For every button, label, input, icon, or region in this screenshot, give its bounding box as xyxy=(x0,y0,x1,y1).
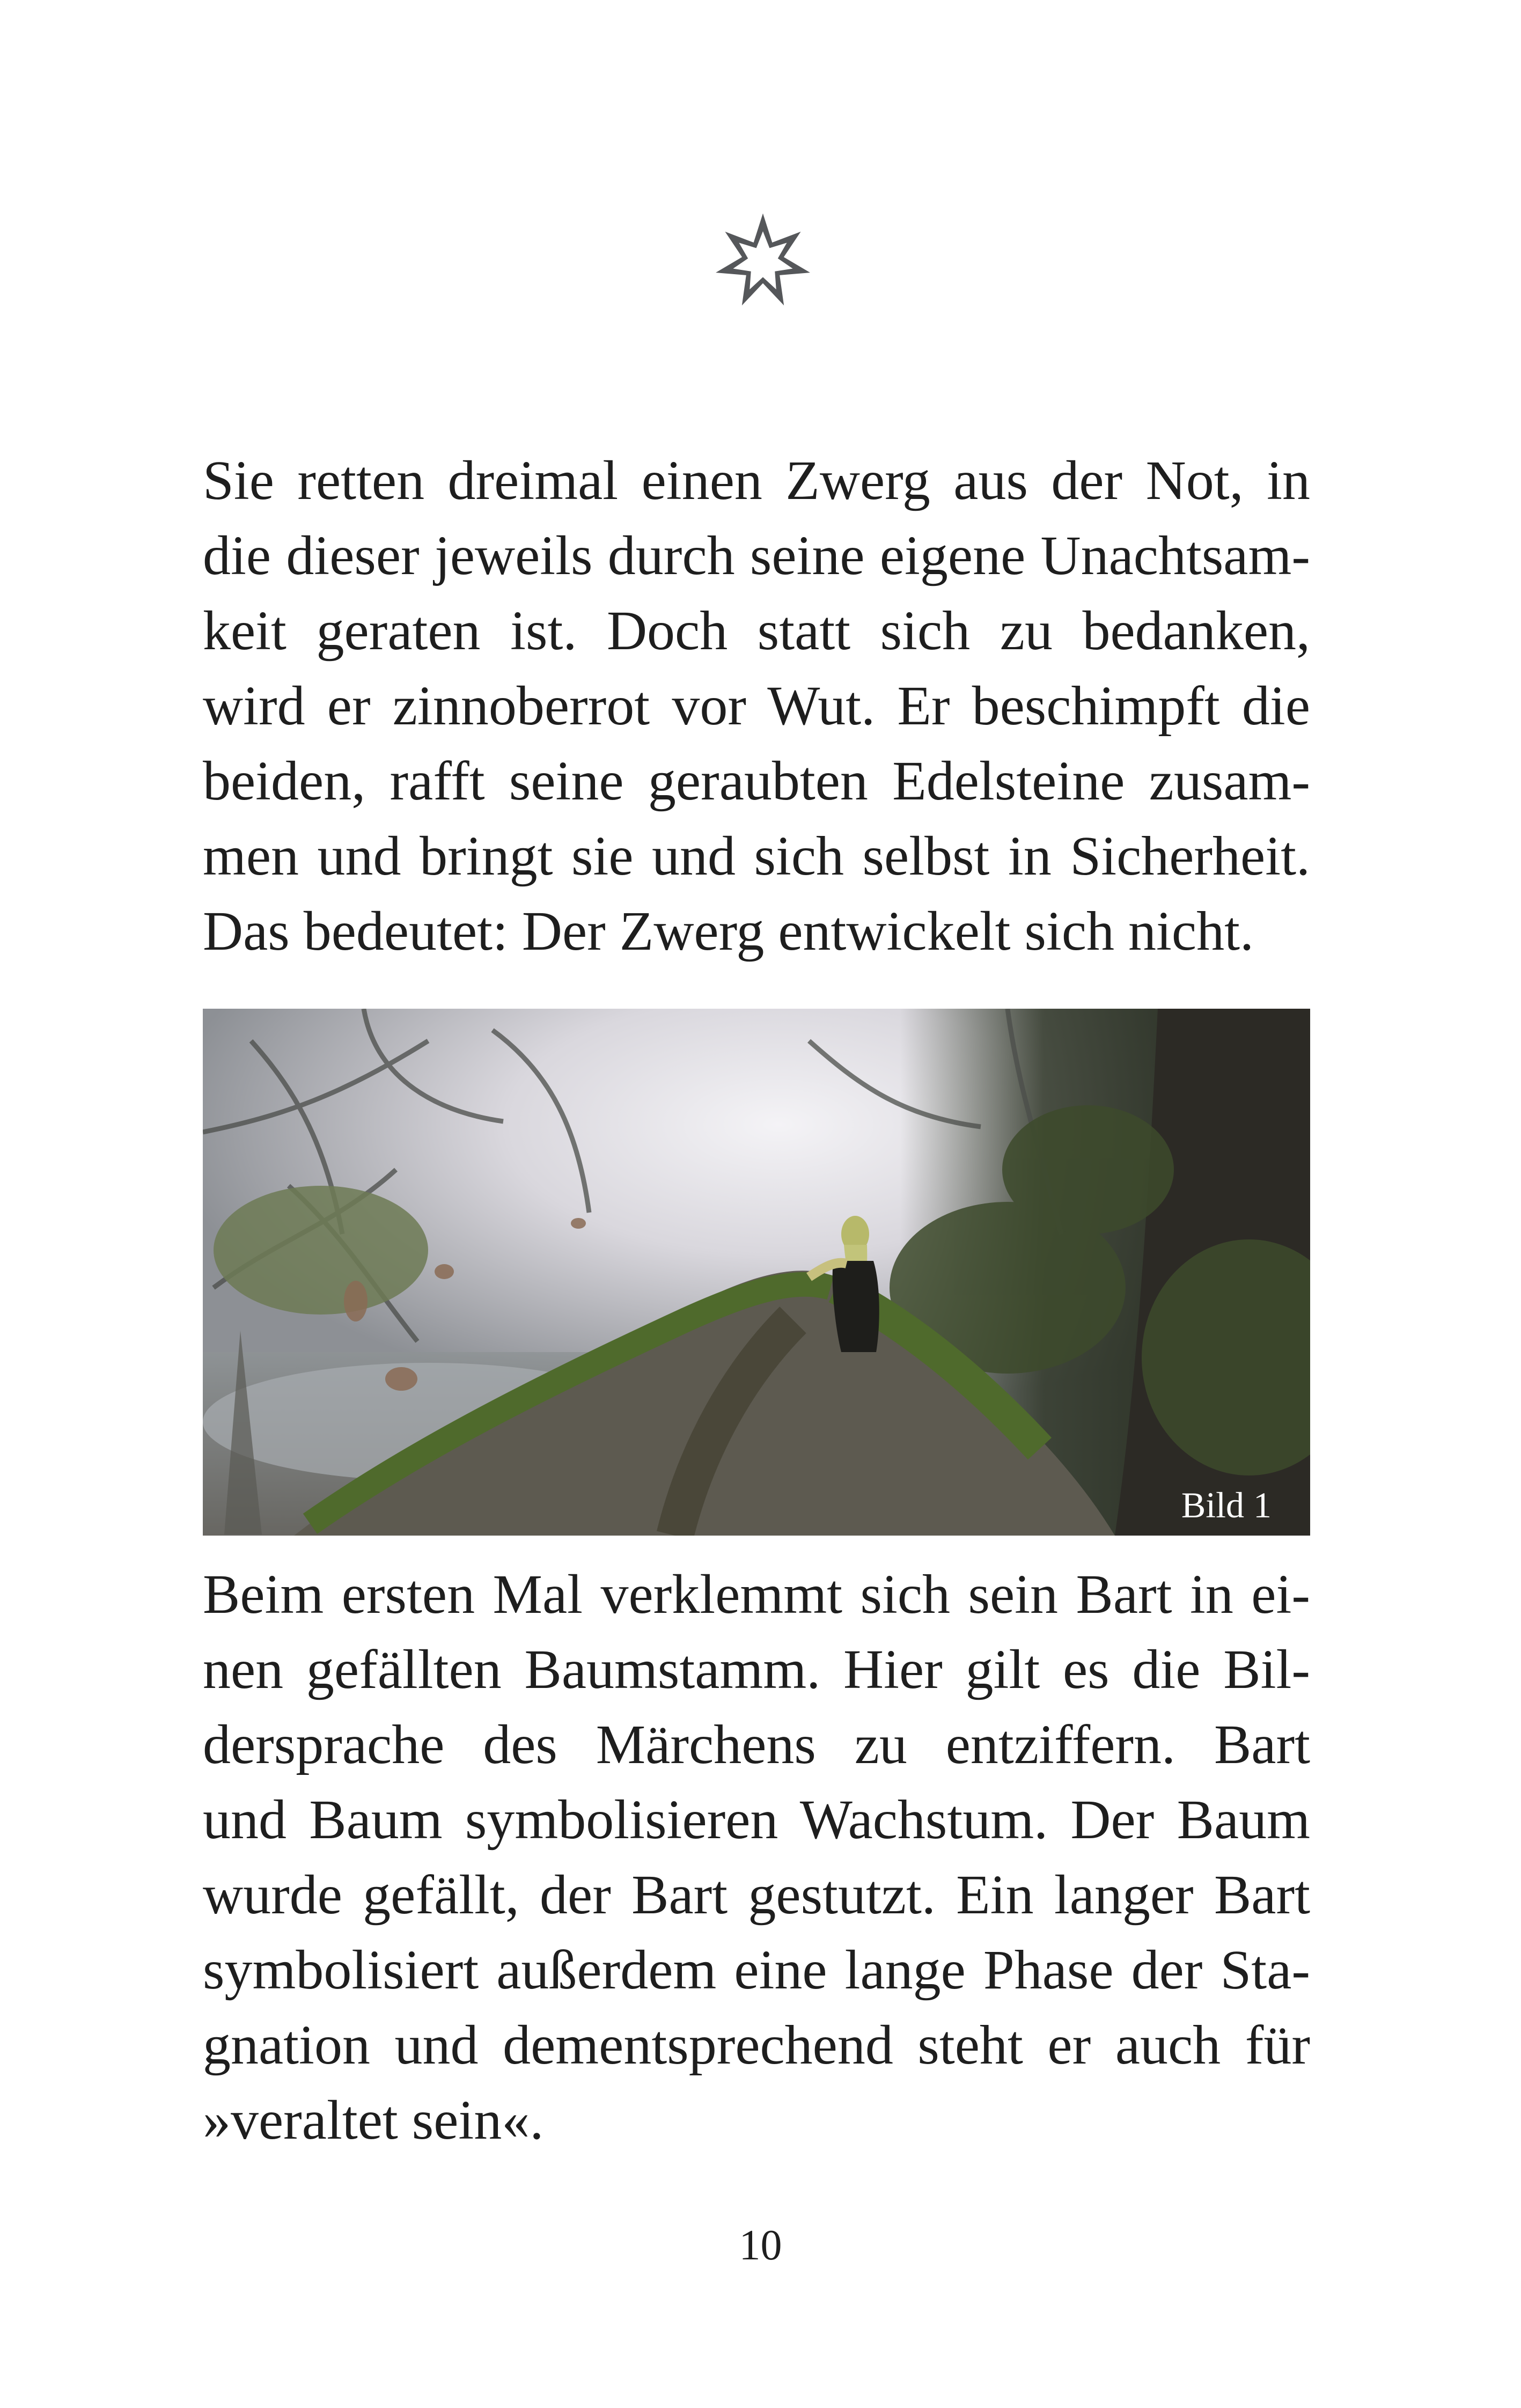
text-line: gnation und dementsprechend steht er auch für xyxy=(203,2014,1310,2076)
photo-caption: Bild 1 xyxy=(1181,1485,1272,1525)
text-line: »veraltet sein«. xyxy=(203,2089,544,2151)
star-ornament-icon xyxy=(712,211,814,313)
text-line: keit geraten ist. Doch statt sich zu bedanken, xyxy=(203,600,1310,662)
paragraph-explanation xyxy=(203,1557,1310,2158)
text-line: die dieser jeweils durch seine eigene Unachtsam- xyxy=(203,525,1310,586)
text-line: Das bedeutet: Der Zwerg entwickelt sich nicht. xyxy=(203,900,1254,962)
text-line: wird er zinnoberrot vor Wut. Er beschimpft die xyxy=(203,675,1310,737)
text-line: symbolisiert außerdem eine lange Phase der Sta- xyxy=(203,1939,1310,2001)
text-line: Beim ersten Mal verklemmt sich sein Bart in ei- xyxy=(203,1563,1310,1625)
text-line: Sie retten dreimal einen Zwerg aus der Not, in xyxy=(203,450,1310,511)
forest-photo xyxy=(203,1009,1310,1536)
text-line: dersprache des Märchens zu entziffern. Bart xyxy=(203,1714,1310,1775)
text-line: men und bringt sie und sich selbst in Sicherheit. xyxy=(203,825,1310,887)
paragraph-intro xyxy=(203,443,1310,969)
text-line: beiden, rafft seine geraubten Edelsteine zusam- xyxy=(203,750,1310,812)
text-line: nen gefällten Baumstamm. Hier gilt es die Bil- xyxy=(203,1639,1310,1700)
text-line: und Baum symbolisieren Wachstum. Der Baum xyxy=(203,1789,1310,1851)
page-number: 10 xyxy=(739,2222,782,2269)
text-line: wurde gefällt, der Bart gestutzt. Ein langer Bart xyxy=(203,1864,1310,1926)
forest-photo-illustration xyxy=(203,1009,1310,1536)
